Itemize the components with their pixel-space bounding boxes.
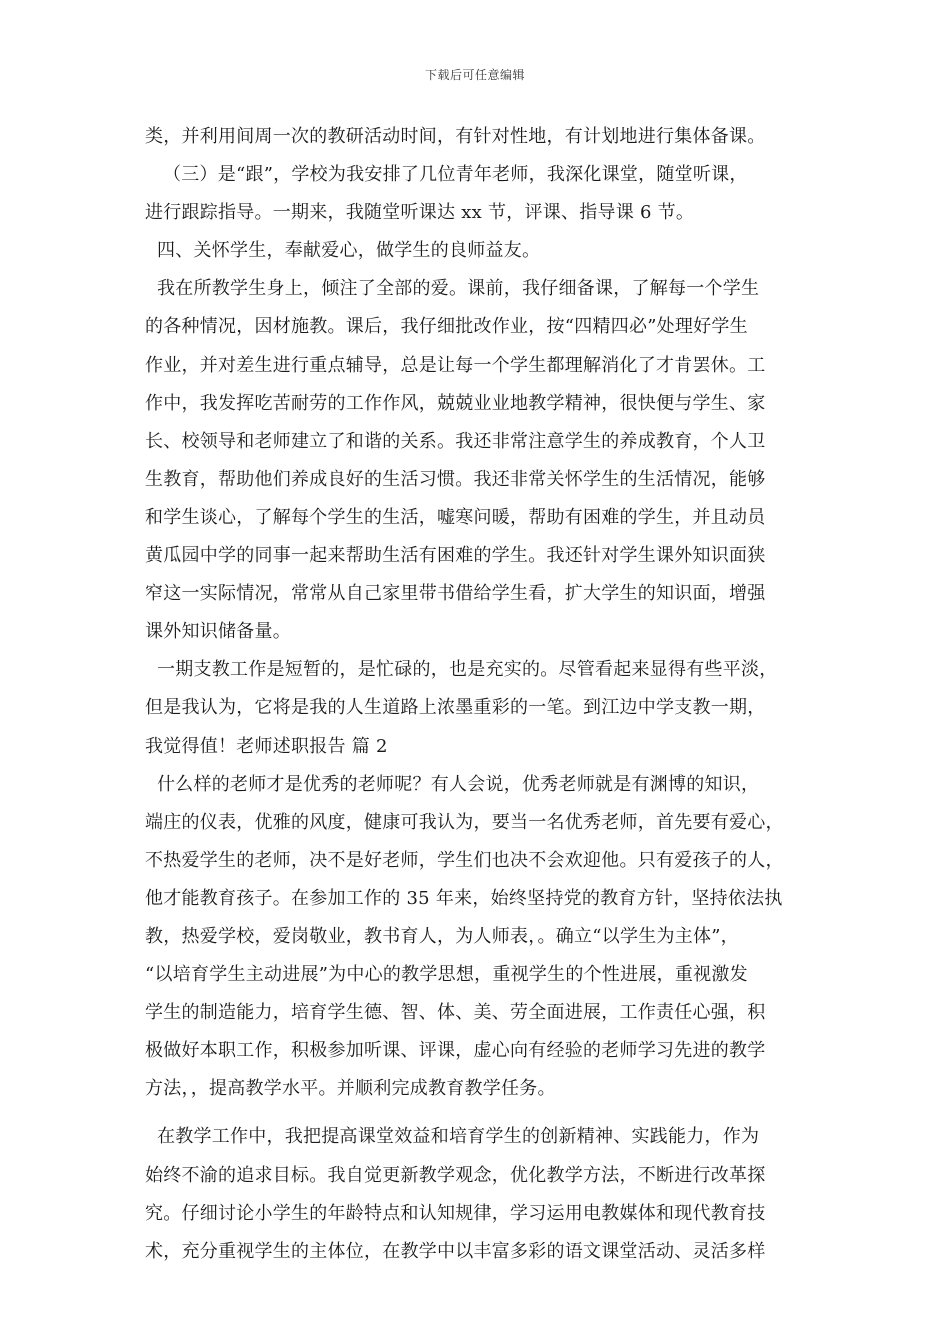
text-line: 什么样的老师才是优秀的老师呢？有人会说，优秀老师就是有渊博的知识， [157,773,760,795]
text-line: 教，热爱学校，爱岗敬业，教书育人，为人师表，。确立“以学生为主体”， [145,925,739,947]
text-line: 我觉得值！老师述职报告 篇 2 [145,735,388,757]
text-line: 类，并利用间周一次的教研活动时间，有针对性地，有计划地进行集体备课。 [145,126,766,147]
text-line: 术，充分重视学生的主体位，在教学中以丰富多彩的语文课堂活动、灵活多样 [145,1240,766,1262]
text-line: 作业，并对差生进行重点辅导，总是让每一个学生都理解消化了才肯罢休。工 [145,354,766,376]
section-heading: 四、关怀学生，奉献爱心，做学生的良师益友。 [157,240,541,262]
text-line: 极做好本职工作，积极参加听课、评课，虚心向有经验的老师学习先进的教学 [145,1040,766,1062]
text-line: 他才能教育孩子。在参加工作的 35 年来，始终坚持党的教育方针，坚持依法执 [145,887,783,909]
text-line: 黄瓜园中学的同事一起来帮助生活有困难的学生。我还针对学生课外知识面狭 [145,545,766,567]
text-line: 不热爱学生的老师，决不是好老师，学生们也决不会欢迎他。只有爱孩子的人， [145,849,784,871]
text-line: “以培育学生主动进展”为中心的教学思想，重视学生的个性进展，重视激发 [145,964,748,986]
text-line: 作中，我发挥吃苦耐劳的工作作风，兢兢业业地教学精神，很快便与学生、家 [145,392,766,414]
text-line: 一期支教工作是短暂的，是忙碌的，也是充实的。尽管看起来显得有些平淡， [157,659,778,681]
text-line: 长、校领导和老师建立了和谐的关系。我还非常注意学生的养成教育，个人卫 [145,430,766,452]
text-line: 窄这一实际情况，常常从自己家里带书借给学生看，扩大学生的知识面，增强 [145,583,766,605]
text-line: 进行跟踪指导。一期来，我随堂听课达 xx 节，评课、指导课 6 节。 [145,202,695,224]
text-line: 始终不渝的追求目标。我自觉更新教学观念，优化教学方法，不断进行改革探 [145,1164,766,1186]
text-line: 端庄的仪表，优雅的风度，健康可我认为，要当一名优秀老师，首先要有爱心， [145,811,784,833]
document-body [145,118,810,1271]
text-line: 在教学工作中，我把提高课堂效益和培育学生的创新精神、实践能力，作为 [157,1126,760,1148]
text-line: 和学生谈心，了解每个学生的生活，嘘寒问暖，帮助有困难的学生，并且动员 [145,506,766,528]
text-line: 我在所教学生身上，倾注了全部的爱。课前，我仔细备课，了解每一个学生 [157,278,760,300]
text-line: 课外知识储备量。 [145,621,291,643]
text-line: 生教育，帮助他们养成良好的生活习惯。我还非常关怀学生的生活情况，能够 [145,468,766,490]
text-line: 学生的制造能力，培育学生德、智、体、美、劳全面进展，工作责任心强，积 [145,1002,766,1024]
text-line: （三）是“跟”，学校为我安排了几位青年老师，我深化课堂，随堂听课， [163,164,748,186]
text-line: 究。仔细讨论小学生的年龄特点和认知规律，学习运用电教媒体和现代教育技 [145,1202,766,1224]
header-note: 下载后可任意编辑 [424,68,525,82]
text-line: 但是我认为，它将是我的人生道路上浓墨重彩的一笔。到江边中学支教一期， [145,697,766,719]
text-line: 的各种情况，因材施教。课后，我仔细批改作业，按“四精四必”处理好学生 [145,316,748,338]
text-line: 方法，，提高教学水平。并顺利完成教育教学任务。 [145,1078,556,1100]
